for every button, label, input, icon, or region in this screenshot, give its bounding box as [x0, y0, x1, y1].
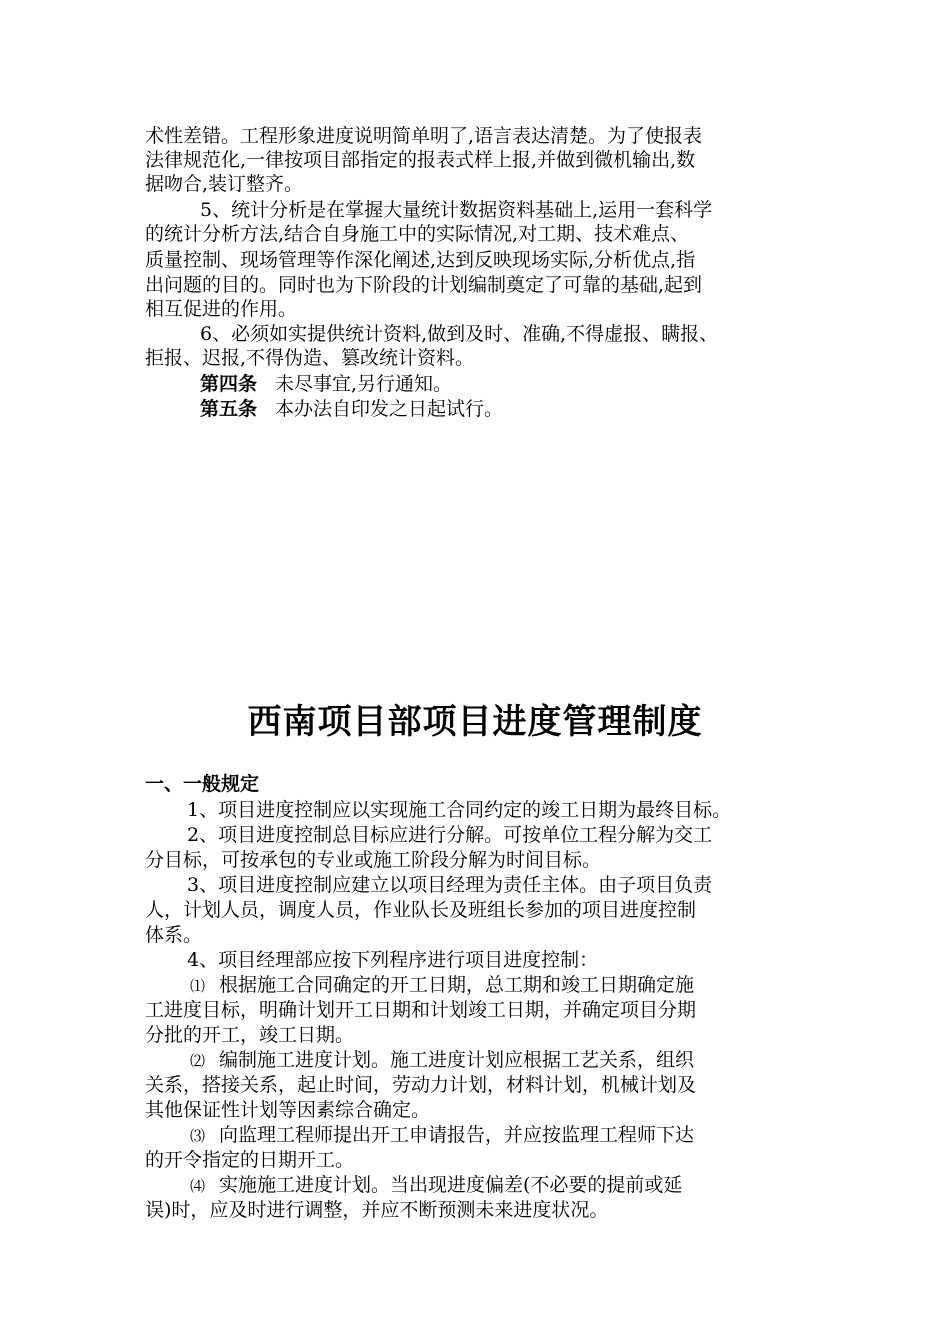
paragraph-line: 的统计分析方法,结合自身施工中的实际情况,对工期、技术难点、: [145, 223, 690, 245]
item-text: 实施施工进度计划。当出现进度偏差(不必要的提前或延: [219, 1174, 683, 1196]
paragraph-line: 相互促进的作用。: [145, 298, 298, 320]
paragraph-line: 法律规范化,一律按项目部指定的报表式样上报,并做到微机输出,数: [145, 149, 696, 171]
article-text: 本办法自印发之日起试行。: [275, 398, 504, 420]
paragraph-line: 4、项目经理部应按下列程序进行项目进度控制：: [187, 949, 599, 971]
item-number: ⑵: [190, 1052, 206, 1070]
article-label: 第四条: [200, 373, 258, 395]
list-item: [190, 1123, 694, 1148]
item-number: ⑷: [190, 1177, 206, 1195]
paragraph-line: 3、项目进度控制应建立以项目经理为责任主体。由子项目负责: [187, 874, 713, 896]
paragraph-line: 5、统计分析是在掌握大量统计数据资料基础上,运用一套科学: [200, 199, 713, 221]
paragraph-line: 误)时，应及时进行调整，并应不断预测未来进度状况。: [145, 1199, 609, 1221]
article-label: 第五条: [200, 398, 258, 420]
item-text: 根据施工合同确定的开工日期，总工期和竣工日期确定施: [219, 974, 695, 996]
item-number: ⑶: [190, 1127, 206, 1145]
paragraph-line: 关系，搭接关系，起止时间，劳动力计划，材料计划，机械计划及: [145, 1074, 697, 1096]
item-text: 向监理工程师提出开工申请报告，并应按监理工程师下达: [219, 1124, 695, 1146]
paragraph-line: 质量控制、现场管理等作深化阐述,达到反映现场实际,分析优点,指: [145, 249, 696, 271]
article-4: [200, 372, 452, 396]
paragraph-line: 1、项目进度控制应以实现施工合同约定的竣工日期为最终目标。: [187, 799, 732, 821]
paragraph-line: 分目标，可按承包的专业或施工阶段分解为时间目标。: [145, 849, 602, 871]
paragraph-line: 据吻合,装订整齐。: [145, 173, 304, 195]
document-title: 西南项目部项目进度管理制度: [247, 702, 703, 742]
paragraph-line: 6、必须如实提供统计资料,做到及时、准确,不得虚报、瞒报、: [200, 323, 719, 345]
paragraph-line: 工进度目标，明确计划开工日期和计划竣工日期，并确定项目分期: [145, 999, 697, 1021]
paragraph-line: 体系。: [145, 924, 203, 946]
article-5: [200, 397, 503, 421]
item-number: ⑴: [190, 977, 206, 995]
paragraph-line: 分批的开工，竣工日期。: [145, 1024, 355, 1046]
paragraph-line: 其他保证性计划等因素综合确定。: [145, 1099, 431, 1121]
paragraph-line: 出问题的目的。同时也为下阶段的计划编制奠定了可靠的基础,起到: [145, 274, 703, 296]
article-text: 未尽事宜,另行通知。: [275, 373, 453, 395]
list-item: [190, 973, 694, 998]
list-item: [190, 1173, 682, 1198]
paragraph-line: 人，计划人员，调度人员，作业队长及班组长参加的项目进度控制: [145, 899, 697, 921]
paragraph-line: 术性差错。工程形象进度说明简单明了,语言表达清楚。为了使报表: [145, 125, 703, 147]
paragraph-line: 的开令指定的日期开工。: [145, 1149, 355, 1171]
item-text: 编制施工进度计划。施工进度计划应根据工艺关系，组织: [219, 1049, 695, 1071]
paragraph-line: 拒报、迟报,不得伪造、篡改统计资料。: [145, 347, 475, 369]
paragraph-line: 2、项目进度控制总目标应进行分解。可按单位工程分解为交工: [187, 824, 713, 846]
list-item: [190, 1048, 694, 1073]
section-heading: 一、一般规定: [145, 773, 260, 795]
